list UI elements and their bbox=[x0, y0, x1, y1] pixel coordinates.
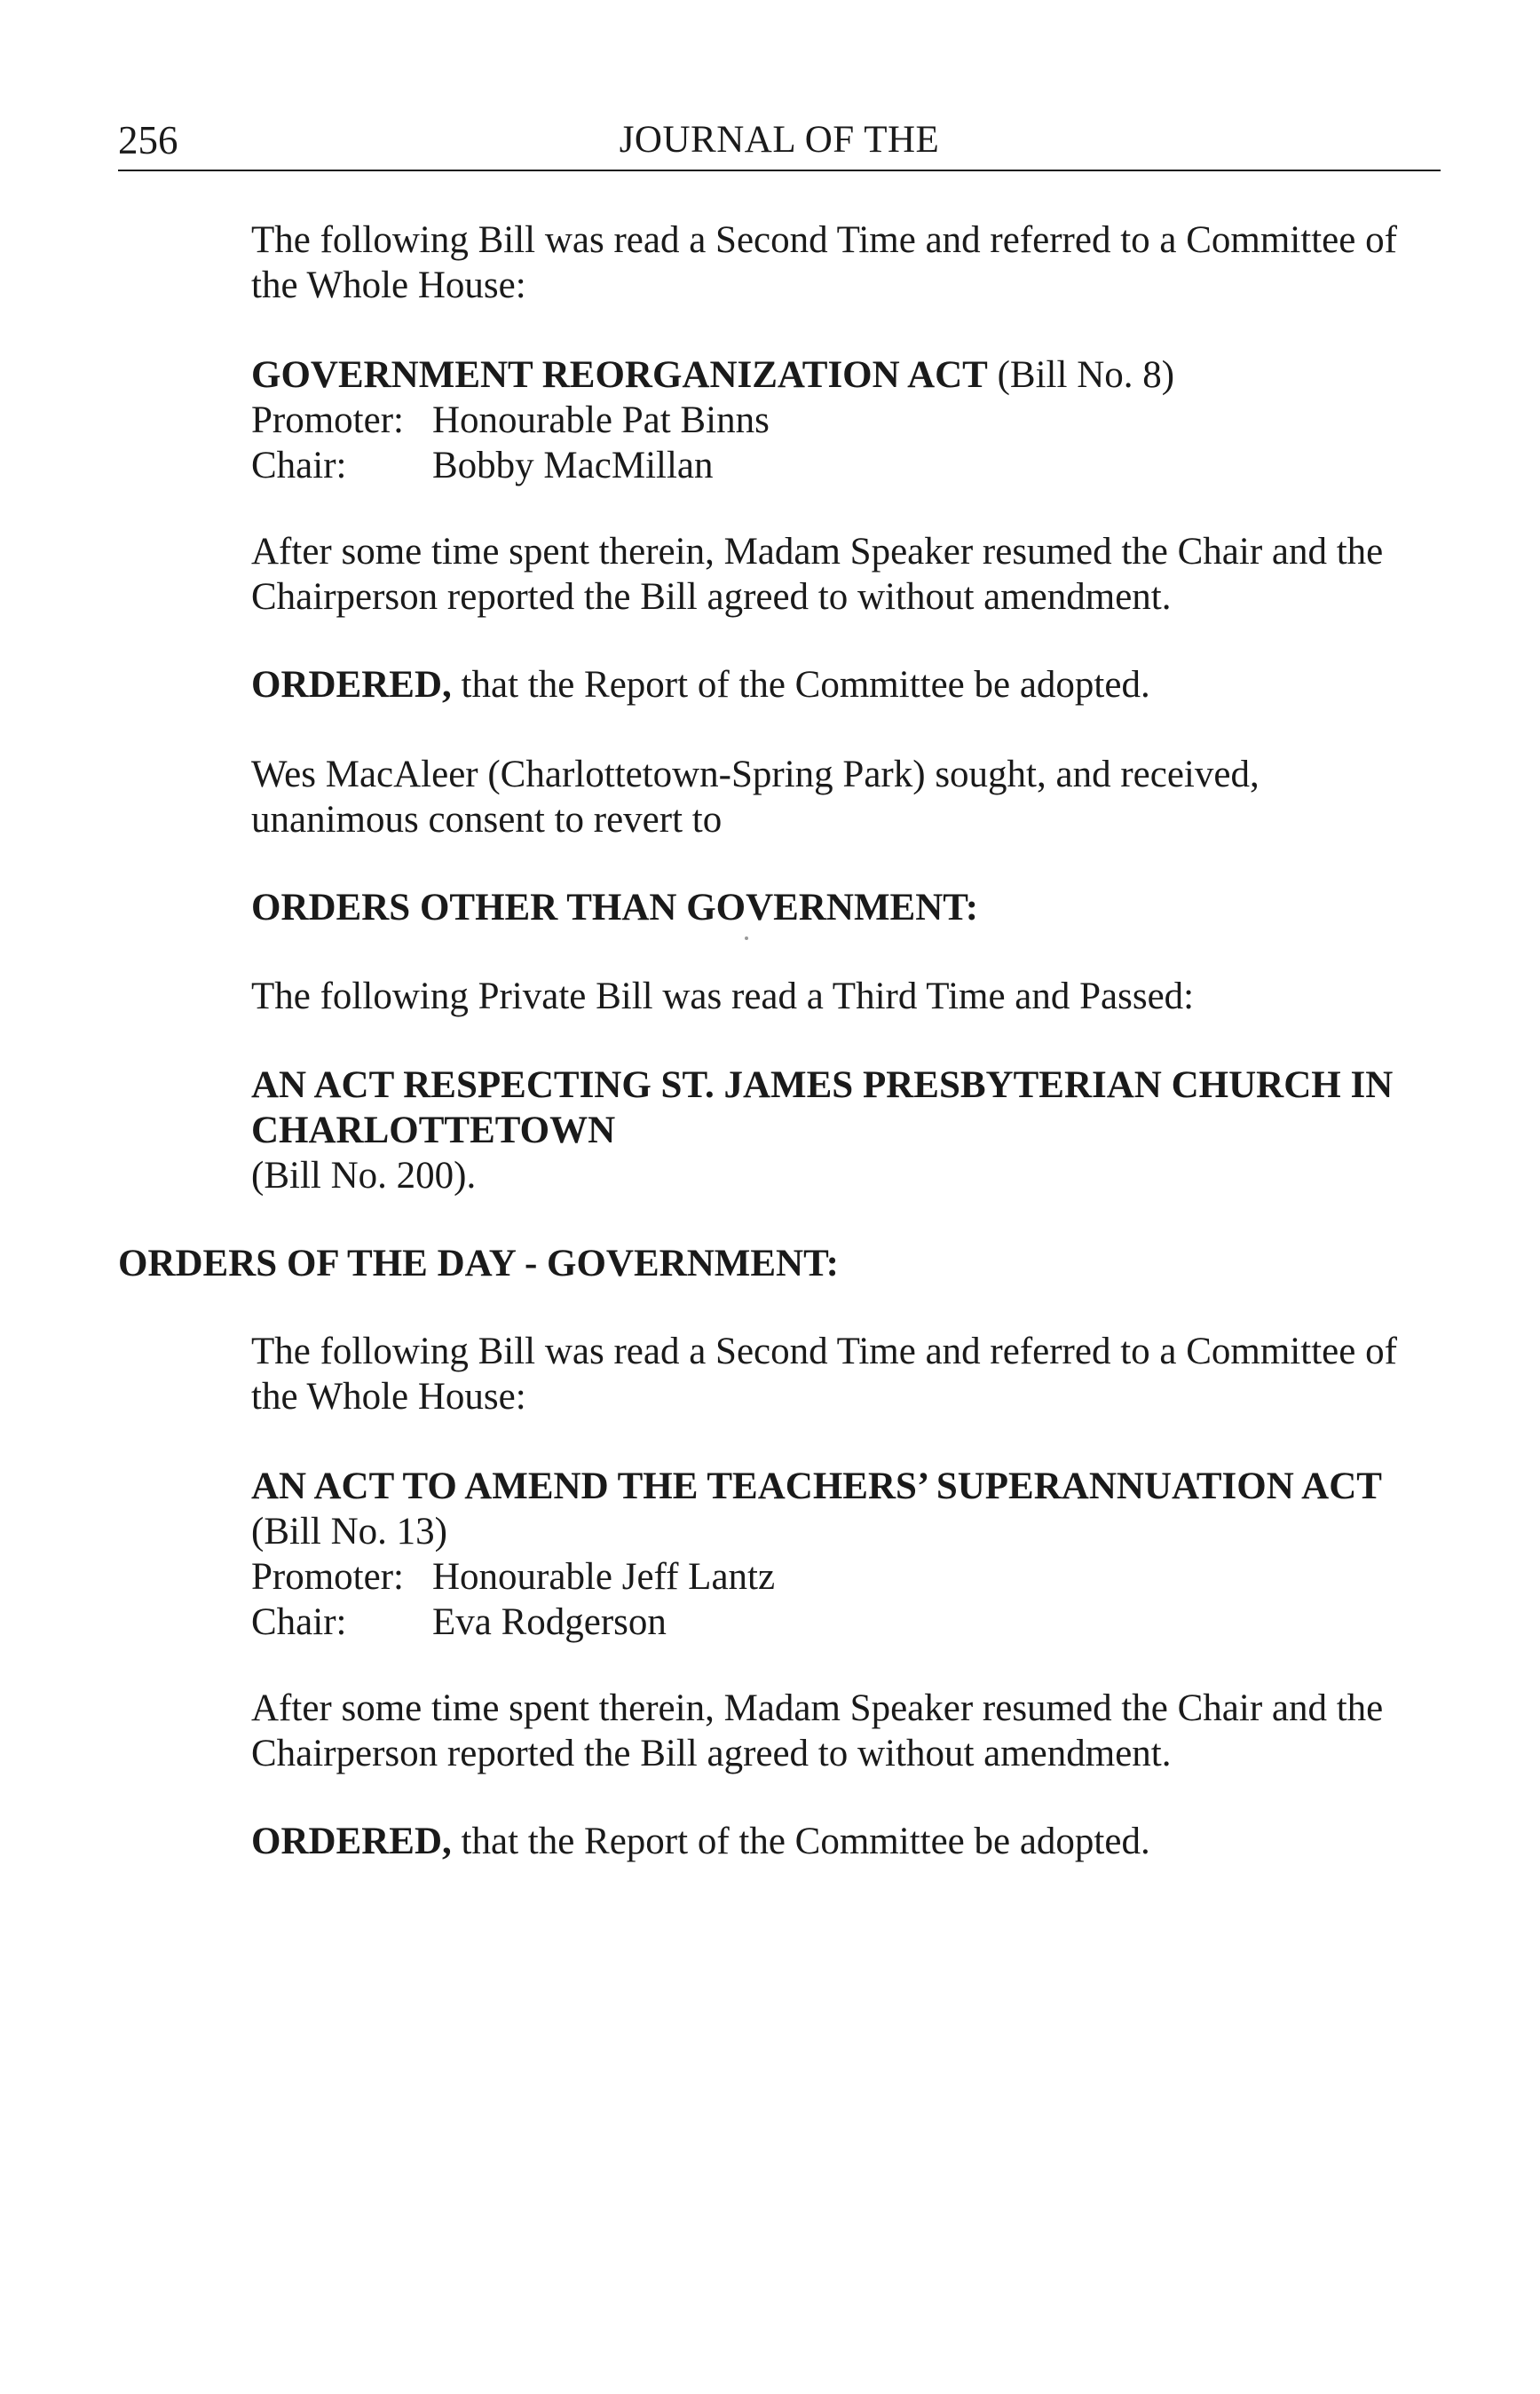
bill8-details bbox=[251, 352, 1445, 488]
bill8-chair-row bbox=[251, 443, 1445, 488]
bill8-after-line2: Chairperson reported the Bill agreed to without amendment. bbox=[251, 576, 1172, 618]
running-head: JOURNAL OF THE bbox=[619, 119, 940, 161]
private-bill bbox=[251, 1063, 1445, 1198]
bill8-after bbox=[251, 529, 1445, 620]
bill13-ordered-line bbox=[251, 1819, 1445, 1864]
bill8-ordered-label: ORDERED, bbox=[251, 664, 452, 706]
bill8-ordered bbox=[251, 662, 1445, 707]
bill8-promoter-row bbox=[251, 398, 1445, 443]
bill13-chair: Eva Rodgerson bbox=[432, 1601, 667, 1643]
bill13-after-line1: After some time spent therein, Madam Speaker resumed the Chair and the bbox=[251, 1687, 1384, 1729]
private-bill-title-line1: AN ACT RESPECTING ST. JAMES PRESBYTERIAN CHURCH IN bbox=[251, 1064, 1394, 1106]
bill8-title: GOVERNMENT REORGANIZATION ACT bbox=[251, 354, 988, 396]
bill8-intro bbox=[251, 217, 1445, 308]
bill8-promoter: Honourable Pat Binns bbox=[432, 399, 770, 441]
bill13-after bbox=[251, 1686, 1445, 1776]
consent-paragraph bbox=[251, 752, 1445, 842]
bill13-intro-line1: The following Bill was read a Second Time and referred to a Committee of bbox=[251, 1331, 1397, 1372]
bill13-ordered-text: that the Report of the Committee be adopted. bbox=[451, 1821, 1150, 1862]
bill13-ordered bbox=[251, 1819, 1445, 1864]
print-speck bbox=[745, 936, 748, 940]
consent-line1: Wes MacAleer (Charlottetown-Spring Park) sought, and received, bbox=[251, 754, 1260, 795]
bill13-intro bbox=[251, 1329, 1445, 1419]
bill8-chair: Bobby MacMillan bbox=[432, 445, 714, 486]
bill8-title-line bbox=[251, 352, 1445, 398]
orders-day-heading: ORDERS OF THE DAY - GOVERNMENT: bbox=[118, 1243, 839, 1284]
private-bill-intro: The following Private Bill was read a Third Time and Passed: bbox=[251, 976, 1195, 1017]
bill13-number: (Bill No. 13) bbox=[251, 1511, 447, 1553]
private-bill-number: (Bill No. 200). bbox=[251, 1155, 477, 1197]
bill8-intro-line2: the Whole House: bbox=[251, 265, 526, 306]
bill13-intro-line2: the Whole House: bbox=[251, 1376, 526, 1418]
bill13-ordered-label: ORDERED, bbox=[251, 1821, 452, 1862]
bill13-title: AN ACT TO AMEND THE TEACHERS’ SUPERANNUATION ACT bbox=[251, 1466, 1382, 1507]
bill8-ordered-text: that the Report of the Committee be adopted. bbox=[451, 664, 1150, 706]
bill8-ordered-line bbox=[251, 662, 1445, 707]
bill13-promoter: Honourable Jeff Lantz bbox=[432, 1556, 776, 1598]
bill8-number: (Bill No. 8) bbox=[987, 354, 1175, 396]
bill13-details bbox=[251, 1464, 1445, 1645]
bill8-promoter-label: Promoter: bbox=[251, 399, 404, 441]
bill13-promoter-label: Promoter: bbox=[251, 1556, 404, 1598]
bill8-intro-line1: The following Bill was read a Second Time and referred to a Committee of bbox=[251, 219, 1397, 261]
bill8-after-line1: After some time spent therein, Madam Speaker resumed the Chair and the bbox=[251, 531, 1384, 573]
bill8-chair-label: Chair: bbox=[251, 445, 347, 486]
bill13-chair-label: Chair: bbox=[251, 1601, 347, 1643]
bill13-after-line2: Chairperson reported the Bill agreed to without amendment. bbox=[251, 1733, 1172, 1774]
consent-line2: unanimous consent to revert to bbox=[251, 799, 723, 841]
page-number: 256 bbox=[118, 118, 178, 162]
orders-other-heading: ORDERS OTHER THAN GOVERNMENT: bbox=[251, 887, 979, 928]
page-header bbox=[118, 118, 1441, 171]
bill13-promoter-row bbox=[251, 1554, 1445, 1600]
private-bill-title-line2: CHARLOTTETOWN bbox=[251, 1110, 616, 1151]
bill13-chair-row bbox=[251, 1600, 1445, 1645]
